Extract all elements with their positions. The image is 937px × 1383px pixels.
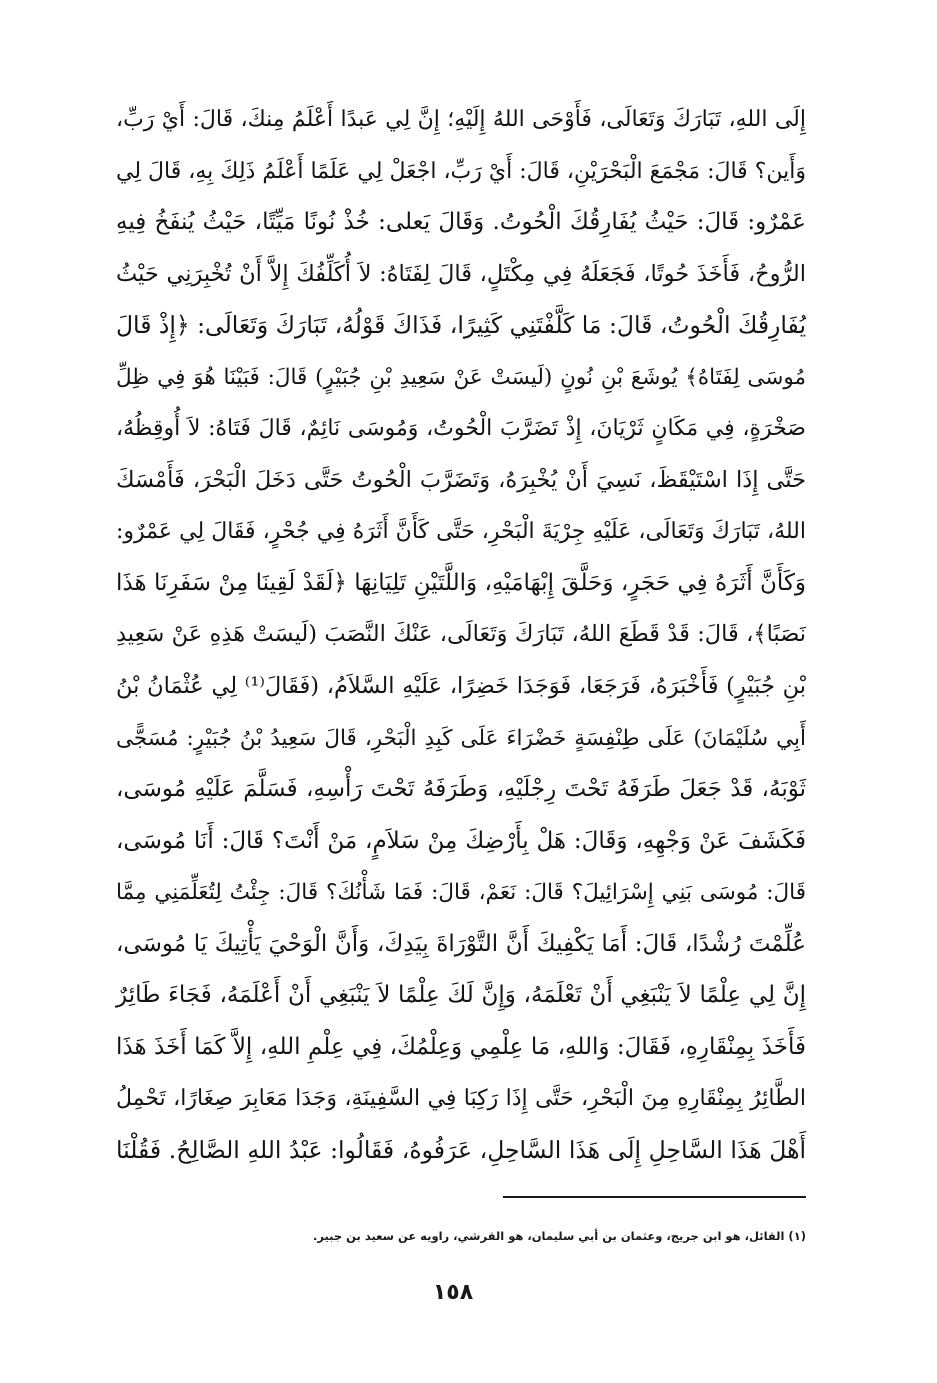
- text-line: الطَّائِرُ بِمِنْقَارِهِ مِنَ الْبَحْرِ، حَتَّى إِذَا رَكِبَا فِي السَّفِينَةِ، وَجَدَا مَعَابِرَ صِغَارًا، تَحْمِلُ: [116, 1086, 806, 1112]
- text-line: أَبِي سُلَيْمَانَ) عَلَى طِنْفِسَةٍ خَضْرَاءَ عَلَى كَبِدِ الْبَحْرِ، قَالَ سَعِيدُ بْنُ جُبَيْرٍ: مُسَجًّى: [116, 725, 806, 751]
- text-line: إِنَّ لِي عِلْمًا لاَ يَنْبَغِي أَنْ تَعْلَمَهُ، وَإِنَّ لَكَ عِلْمًا لاَ يَنْبَغِي أَنْ أَعْلَمَهُ، فَجَاءَ طَائِرٌ: [116, 982, 806, 1009]
- footnote: (١) القائل، هو ابن جريج، وعثمان بن أبي سليمان، هو القرشي، راويه عن سعيد بن جبير.: [312, 1229, 806, 1243]
- text-line: فَكَشَفَ عَنْ وَجْهِهِ، وَقَالَ: هَلْ بِأَرْضِكَ مِنْ سَلاَمٍ، مَنْ أَنْتَ؟ قَالَ: أَنَا مُوسَى،: [116, 827, 806, 854]
- text-line: قَالَ: مُوسَى بَنِي إِسْرَائِيلَ؟ قَالَ: نَعَمْ، قَالَ: فَمَا شَأْنُكَ؟ قَالَ: جِئْتُ لِتُعَلِّمَنِي مِمَّا: [116, 880, 806, 906]
- text-line: بْنِ جُبَيْرٍ) فَأَخْبَرَهُ، فَرَجَعَا، فَوَجَدَا خَضِرًا، عَلَيْهِ السَّلاَمُ، (فَقَالَ⁽¹⁾ لِي عُثْمَانُ بْنُ: [116, 673, 806, 700]
- text-line: ثَوْبَهُ، قَدْ جَعَلَ طَرَفَهُ تَحْتَ رِجْلَيْهِ، وَطَرَفَهُ تَحْتَ رَأْسِهِ، فَسَلَّمَ عَلَيْهِ مُوسَى،: [116, 776, 806, 803]
- text-line: الرُّوحُ، فَأَخَذَ حُوتًا، فَجَعَلَهُ فِي مِكْتَلٍ، قَالَ لِفَتَاهُ: لاَ أُكَلِّفُكَ إِلاَّ أَنْ تُخْبِرَنِي حَيْثُ: [116, 260, 806, 287]
- text-line: حَتَّى إِذَا اسْتَيْقَظَ، نَسِيَ أَنْ يُخْبِرَهُ، وَتَضَرَّبَ الْحُوتُ حَتَّى دَخَلَ الْبَحْرَ، فَأَمْسَكَ: [116, 466, 806, 493]
- text-line: فَأَخَذَ بِمِنْقَارِهِ، فَقَالَ: وَاللهِ، مَا عِلْمِي وَعِلْمُكَ، فِي عِلْمِ اللهِ، إِلاَّ كَمَا أَخَذَ هَذَا: [116, 1033, 806, 1060]
- text-line: صَخْرَةٍ، فِي مَكَانٍ ثَرْيَانَ، إِذْ تَضَرَّبَ الْحُوتُ، وَمُوسَى نَائِمٌ، قَالَ فَتَاهُ: لاَ أُوقِظُهُ،: [116, 416, 806, 442]
- text-line: وَكَأَنَّ أَثَرَهُ فِي حَجَرٍ، وَحَلَّقَ إِبْهَامَيْهِ، وَاللَّتَيْنِ تَلِيَانِهَا ﴿لَقَدْ لَقِينَا مِنْ سَفَرِنَا هَذَا: [116, 569, 806, 596]
- text-line: إِلَى اللهِ، تَبَارَكَ وَتَعَالَى، فَأَوْحَى اللهُ إِلَيْهِ؛ إِنَّ لِي عَبدًا أَعْلَمُ مِنكَ، قَالَ: أَيْ رَبِّ،: [116, 107, 806, 132]
- text-line: نَصَبًا﴾، قَالَ: قَدْ قَطَعَ اللهُ، تَبَارَكَ وَتَعَالَى، عَنْكَ النَّصَبَ (لَيسَتْ هَذِهِ عَنْ سَعِيدِ: [116, 621, 806, 648]
- text-line: وَأَين؟ قَالَ: مَجْمَعَ الْبَحْرَيْنِ، قَالَ: أَيْ رَبِّ، اجْعَلْ لِي عَلَمًا أَعْلَمُ ذَلِكَ بِهِ، قَالَ لِي: [116, 158, 806, 184]
- text-line: مُوسَى لِفَتَاهُ﴾ يُوشَعَ بْنِ نُونٍ (لَيسَتْ عَنْ سَعِيدِ بْنِ جُبَيْرٍ) قَالَ: فَبَيْنَا هُوَ فِي ظِلِّ: [116, 364, 806, 390]
- text-line: يُفَارِقُكَ الْحُوتُ، قَالَ: مَا كَلَّفْتَنِي كَثِيرًا، فَذَاكَ قَوْلُهُ، تَبَارَكَ وَتَعَالَى: ﴿إِذْ قَالَ: [115, 311, 806, 340]
- page-number: ١٥٨: [432, 1280, 474, 1305]
- text-line: اللهُ، تَبَارَكَ وَتَعَالَى، عَلَيْهِ جِرْيَةَ الْبَحْرِ، حَتَّى كَأَنَّ أَثَرَهُ فِي جُحْرٍ، فَقَالَ لِي عَمْرٌو:: [116, 519, 806, 545]
- main-text: [116, 94, 806, 1176]
- text-line: أَهْلَ هَذَا السَّاحِلِ إِلَى هَذَا السَّاحِلِ، عَرَفُوهُ، فَقَالُوا: عَبْدُ اللهِ الصَّالِحُ. فَقُلْنَا: [116, 1135, 806, 1164]
- text-line: عَمْرٌو: قَالَ: حَيْثُ يُفَارِقُكَ الْحُوتُ. وَقَالَ يَعلى: خُذْ نُونًا مَيِّتًا، حَيْثُ يُنفَخُ فِيهِ: [116, 209, 806, 236]
- text-line: عُلِّمْتَ رُشْدًا، قَالَ: أَمَا يَكْفِيكَ أَنَّ التَّوْرَاةَ بِيَدِكَ، وَأَنَّ الْوَحْيَ يَأْتِيكَ يَا مُوسَى،: [116, 930, 806, 957]
- footnote-separator: [503, 1196, 806, 1198]
